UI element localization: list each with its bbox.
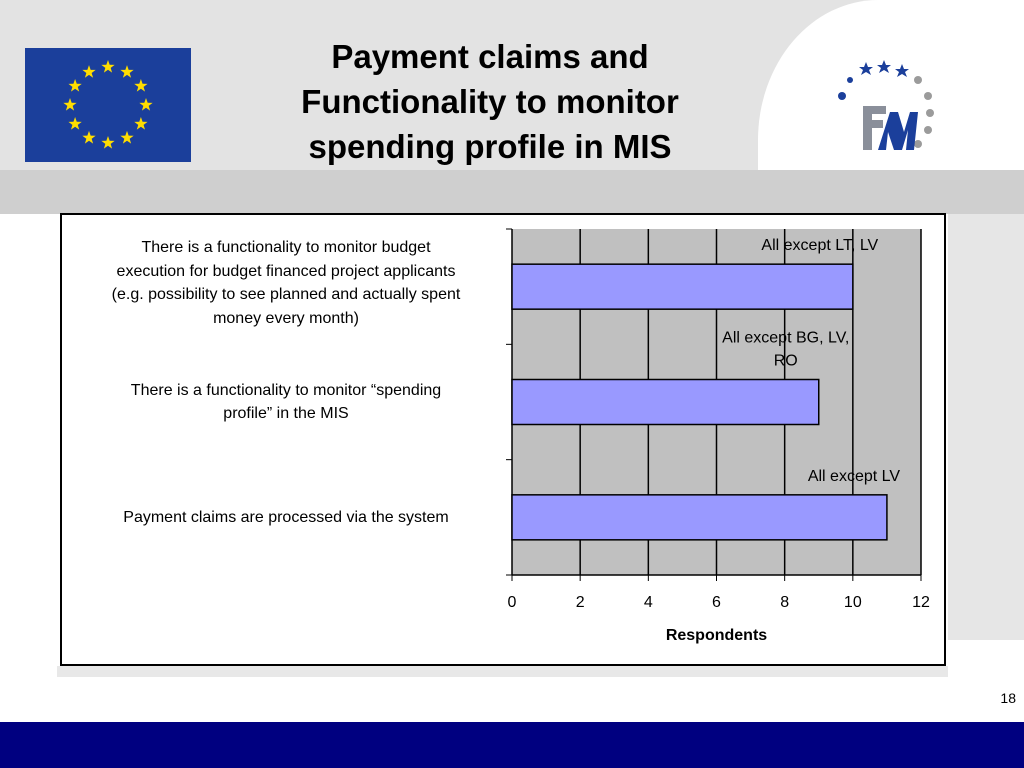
- page-number: 18: [1000, 690, 1016, 706]
- category-label-line: There is a functionality to monitor “spending: [130, 381, 442, 399]
- data-label-line: RO: [773, 352, 798, 370]
- bar: [512, 495, 887, 540]
- bar: [512, 380, 819, 425]
- x-tick-label: 4: [643, 594, 653, 611]
- category-label-line: There is a functionality to monitor budget: [141, 239, 431, 256]
- x-tick-label: 10: [843, 594, 862, 611]
- category-label-line: Payment claims are processed via the system: [123, 508, 449, 526]
- bar: [512, 264, 853, 309]
- footer-bar: [0, 722, 1024, 768]
- data-label-line: All except BG, LV,: [722, 329, 850, 347]
- title-line: spending profile in MIS: [308, 128, 672, 165]
- category-label-line: (e.g. possibility to see planned and actually spent: [111, 286, 461, 303]
- category-label-line: execution for budget financed project applicants: [116, 262, 456, 280]
- title-line: Payment claims and: [331, 38, 649, 75]
- data-label-line: All except LT, LV: [761, 237, 879, 255]
- x-tick-label: 2: [575, 594, 585, 611]
- category-label-line: money every month): [213, 309, 359, 327]
- data-label: [808, 468, 901, 485]
- x-tick-label: 6: [712, 594, 721, 611]
- data-label: [761, 237, 878, 254]
- x-axis-title: Respondents: [665, 627, 768, 644]
- x-tick-label: 12: [912, 594, 930, 611]
- title-line: Functionality to monitor: [301, 83, 679, 120]
- category-label-line: profile” in the MIS: [223, 405, 349, 422]
- data-label-line: All except LV: [807, 467, 901, 485]
- x-tick-label: 0: [507, 594, 517, 611]
- x-tick-label: 8: [780, 594, 790, 611]
